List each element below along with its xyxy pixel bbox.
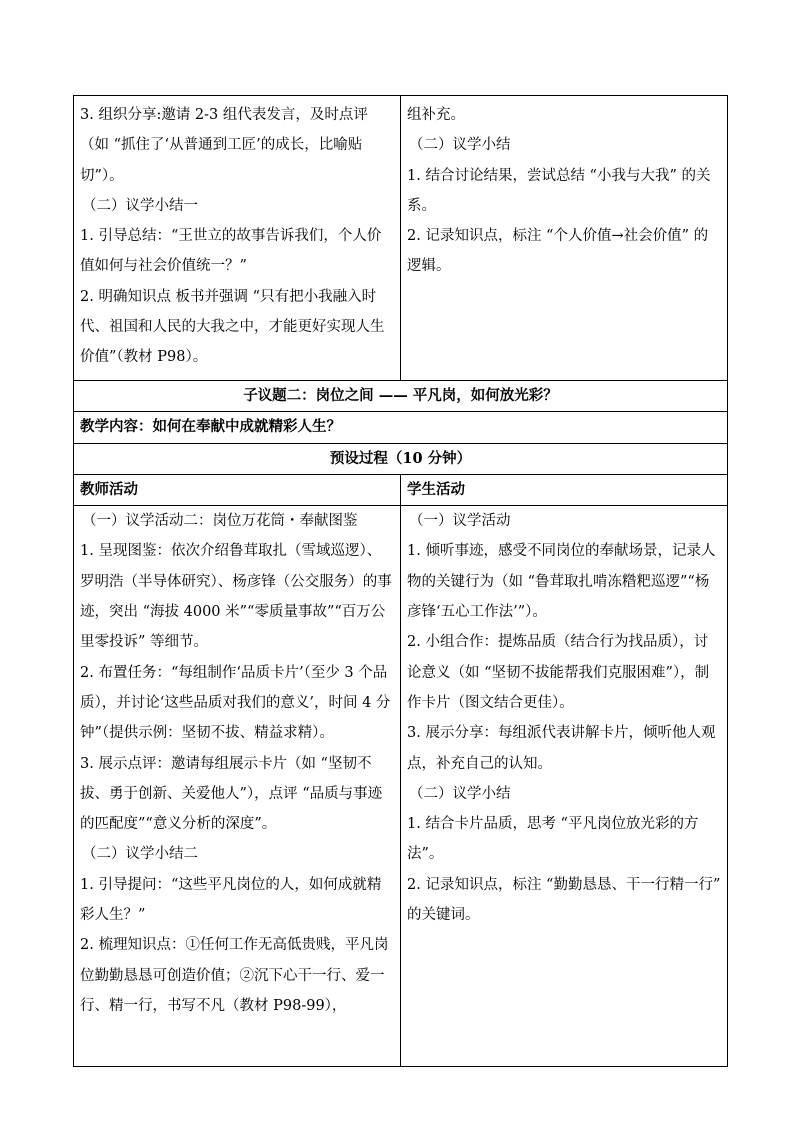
paragraph: 3. 展示点评：邀请每组展示卡片（如 “坚韧不拔、勇于创新、关爱他人”），点评 “品质与事迹的匹配度”“意义分析的深度”。 bbox=[80, 755, 383, 833]
paragraph: 1. 结合卡片品质，思考 “平凡岗位放光彩的方法”。 bbox=[407, 816, 699, 863]
student-activity-header: 学生活动 bbox=[401, 474, 728, 505]
paragraph: （一）议学活动 bbox=[409, 513, 511, 530]
subtopic-title: 子议题二：岗位之间 —— 平凡岗，如何放光彩？ bbox=[74, 381, 728, 412]
teacher-activity-cell-top bbox=[74, 96, 401, 381]
teaching-content: 教学内容：如何在奉献中成就精彩人生？ bbox=[74, 412, 728, 443]
table-row bbox=[74, 506, 728, 1067]
lesson-plan-table bbox=[73, 95, 728, 1067]
preset-process-title: 预设过程（10 分钟） bbox=[74, 443, 728, 474]
paragraph: 2. 布置任务：“每组制作‘品质卡片’（至少 3 个品质），并讨论‘这些品质对我们的意义’，时间 4 分钟”（提供示例：坚韧不拔、精益求精）。 bbox=[80, 664, 391, 742]
paragraph: 2. 记录知识点，标注 “个人价值→社会价值” 的逻辑。 bbox=[407, 228, 709, 275]
paragraph: 2. 记录知识点，标注 “勤勤恳恳、干一行精一行” 的关键词。 bbox=[407, 876, 721, 924]
paragraph: 1. 结合讨论结果，尝试总结 “小我与大我” 的关系。 bbox=[407, 167, 711, 214]
paragraph: 2. 小组合作：提炼品质（结合行为找品质），讨论意义（如 “坚韧不拔能帮我们克服困难”），制作卡片（图文结合更佳）。 bbox=[407, 634, 710, 711]
paragraph: （二）议学小结 bbox=[409, 785, 511, 802]
paragraph: （二）议学小结一 bbox=[82, 197, 198, 214]
paragraph: 1. 引导提问：“这些平凡岗位的人，如何成就精彩人生？” bbox=[80, 876, 382, 924]
paragraph: 3. 组织分享:邀请 2-3 组代表发言，及时点评（如 “抓住了‘从普通到工匠’的成长，比喻贴切”）。 bbox=[80, 107, 368, 184]
table-row bbox=[74, 443, 728, 474]
paragraph: 2. 明确知识点 板书并强调 “只有把小我融入时代、祖国和人民的大我之中，才能更好实现人生价值”（教材 P98）。 bbox=[80, 288, 385, 366]
student-activity-cell bbox=[401, 506, 728, 1067]
table-row bbox=[74, 381, 728, 412]
paragraph: 2. 梳理知识点：①任何工作无高低贵贱，平凡岗位勤勤恳恳可创造价值；②沉下心干一行、爱一行、精一行，书写不凡（教材 P98-99）， bbox=[80, 937, 389, 1014]
paragraph: （一）议学活动二：岗位万花筒・奉献图鉴 bbox=[82, 513, 358, 530]
paragraph: 1. 倾听事迹，感受不同岗位的奉献场景，记录人物的关键行为（如 “鲁茸取扎啃冻糌粑巡逻”“杨彦锋‘五心工作法’”）。 bbox=[407, 543, 716, 621]
paragraph: 1. 呈现图鉴：依次介绍鲁茸取扎（雪域巡逻）、罗明浩（半导体研究）、杨彦锋（公交服务）的事迹，突出 “海拔 4000 米”“零质量事故”“百万公里零投诉” 等细节。 bbox=[80, 543, 392, 651]
lesson-plan-page bbox=[73, 95, 727, 1067]
paragraph: （二）议学小结 bbox=[409, 137, 511, 154]
teacher-activity-header: 教师活动 bbox=[74, 474, 401, 505]
paragraph: 3. 展示分享：每组派代表讲解卡片，倾听他人观点，补充自己的认知。 bbox=[407, 725, 716, 772]
teacher-activity-cell bbox=[74, 506, 401, 1067]
table-row bbox=[74, 412, 728, 443]
table-row bbox=[74, 96, 728, 381]
table-row bbox=[74, 474, 728, 505]
student-activity-cell-top bbox=[401, 96, 728, 381]
paragraph: （二）议学小结二 bbox=[82, 846, 198, 863]
paragraph: 1. 引导总结：“王世立的故事告诉我们，个人价值如何与社会价值统一？” bbox=[80, 228, 382, 275]
paragraph: 组补充。 bbox=[407, 107, 465, 123]
